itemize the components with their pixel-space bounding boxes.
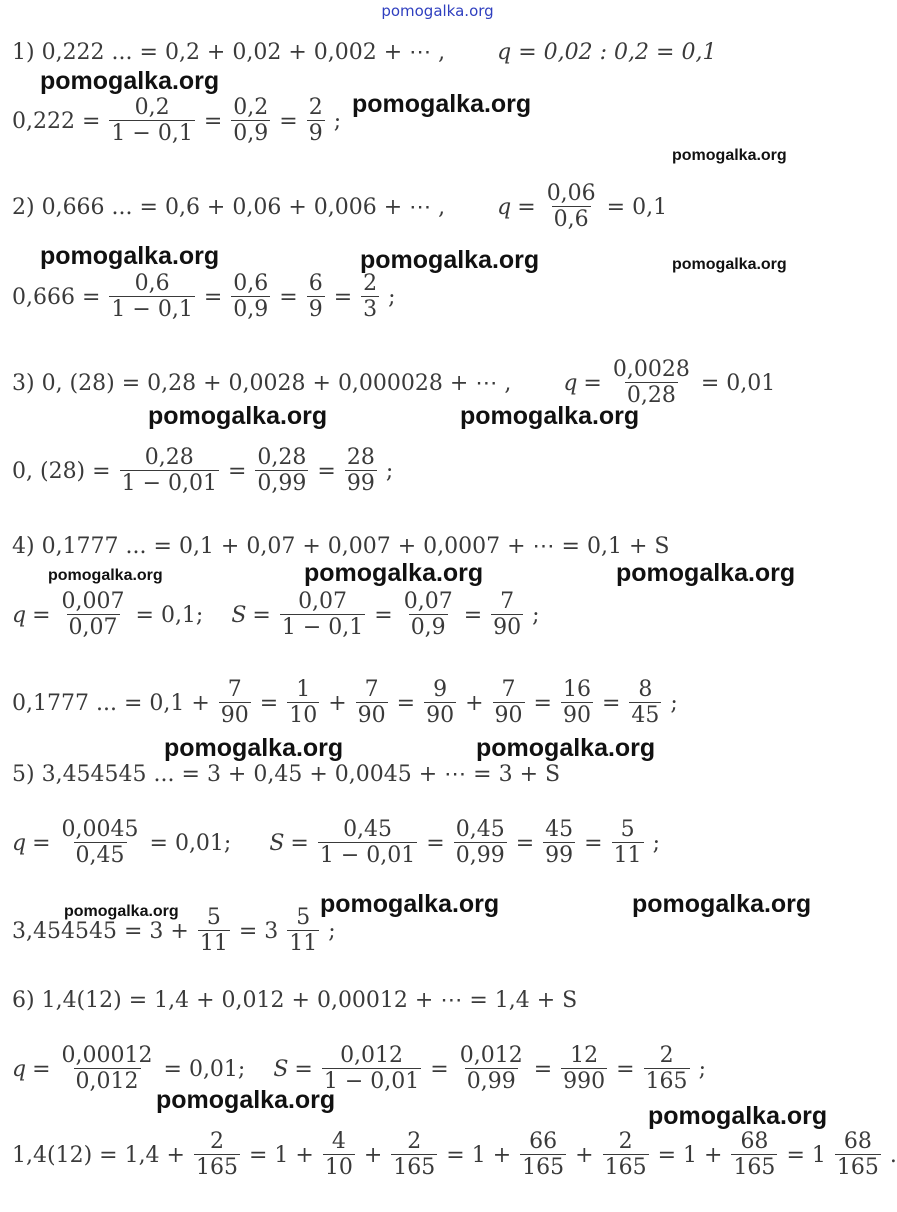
watermark: pomogalka.org [64, 903, 179, 920]
p4-sum-line: 0,1777 ... = 0,1 + $\frac{7}{90}$ = $\frac{1}{10}$ + $\frac{7}{90}$ = $\frac{9}{90}$ + $\frac{7}{90}$ = $\frac{16}{90}$ = $\frac{8}{45}$ ; [12, 677, 678, 729]
p4-q-line: q = $\frac{0,007}{0,07}$ = 0,1; S = $\frac{0,07}{1 - 0,1}$ = $\frac{0,07}{0,9}$ = $\frac{7}{90}$ ; [12, 589, 540, 641]
watermark: pomogalka.org [352, 90, 532, 118]
p5-series-line: 5) 3,454545 ... = 3 + 0,45 + 0,0045 + ⋯ = 3 + S [12, 762, 561, 787]
watermark: pomogalka.org [156, 1086, 336, 1114]
p2-series-line: 2) 0,666 ... = 0,6 + 0,06 + 0,006 + ⋯ , q = $\frac{0,06}{0,6}$ = 0,1 [12, 181, 668, 233]
watermark: pomogalka.org [632, 890, 812, 918]
p2-sum-line: 0,666 = $\frac{0,6}{1 - 0,1}$ = $\frac{0,6}{0,9}$ = $\frac{6}{9}$ = $\frac{2}{3}$ ; [12, 271, 396, 323]
watermark: pomogalka.org [164, 734, 344, 762]
watermark: pomogalka.org [320, 890, 500, 918]
p1-series-line: 1) 0,222 ... = 0,2 + 0,02 + 0,002 + ⋯ , q = 0,02 : 0,2 = 0,1 [12, 40, 717, 65]
watermark: pomogalka.org [304, 559, 484, 587]
watermark: pomogalka.org [616, 559, 796, 587]
watermark: pomogalka.org [48, 567, 163, 584]
p6-sum-line: 1,4(12) = 1,4 + $\frac{2}{165}$ = 1 + $\frac{4}{10}$ + $\frac{2}{165}$ = 1 + $\frac{66}{165}$ + $\frac{2}{165}$ = 1 + $\frac{68}{165}$ = 1 $\frac{68}{165}$ . [12, 1129, 897, 1181]
watermark: pomogalka.org [672, 256, 787, 273]
watermark: pomogalka.org [360, 246, 540, 274]
p5-q-line: q = $\frac{0,0045}{0,45}$ = 0,01; S = $\frac{0,45}{1 - 0,01}$ = $\frac{0,45}{0,99}$ = $\frac{45}{99}$ = $\frac{5}{11}$ ; [12, 817, 660, 869]
watermark: pomogalka.org [148, 402, 328, 430]
p6-q-line: q = $\frac{0,00012}{0,012}$ = 0,01; S = $\frac{0,012}{1 - 0,01}$ = $\frac{0,012}{0,99}$ = $\frac{12}{990}$ = $\frac{2}{165}$ ; [12, 1043, 706, 1095]
watermark: pomogalka.org [476, 734, 656, 762]
watermark: pomogalka.org [40, 242, 220, 270]
p3-sum-line: 0, (28) = $\frac{0,28}{1 - 0,01}$ = $\frac{0,28}{0,99}$ = $\frac{28}{99}$ ; [12, 445, 394, 497]
p4-series-line: 4) 0,1777 ... = 0,1 + 0,07 + 0,007 + 0,0007 + ⋯ = 0,1 + S [12, 534, 670, 559]
watermark: pomogalka.org [648, 1102, 828, 1130]
watermark: pomogalka.org [672, 147, 787, 164]
p6-series-line: 6) 1,4(12) = 1,4 + 0,012 + 0,00012 + ⋯ = 1,4 + S [12, 988, 578, 1013]
p1-sum-line: 0,222 = $\frac{0,2}{1 - 0,1}$ = $\frac{0,2}{0,9}$ = $\frac{2}{9}$ ; [12, 95, 342, 147]
site-header[interactable]: pomogalka.org [381, 2, 494, 20]
watermark: pomogalka.org [40, 67, 220, 95]
watermark: pomogalka.org [460, 402, 640, 430]
p3-series-line: 3) 0, (28) = 0,28 + 0,0028 + 0,000028 + ⋯ , q = $\frac{0,0028}{0,28}$ = 0,01 [12, 357, 776, 409]
p5-sum-line: 3,454545 = 3 + $\frac{5}{11}$ = 3 $\frac{5}{11}$ ; [12, 905, 336, 957]
